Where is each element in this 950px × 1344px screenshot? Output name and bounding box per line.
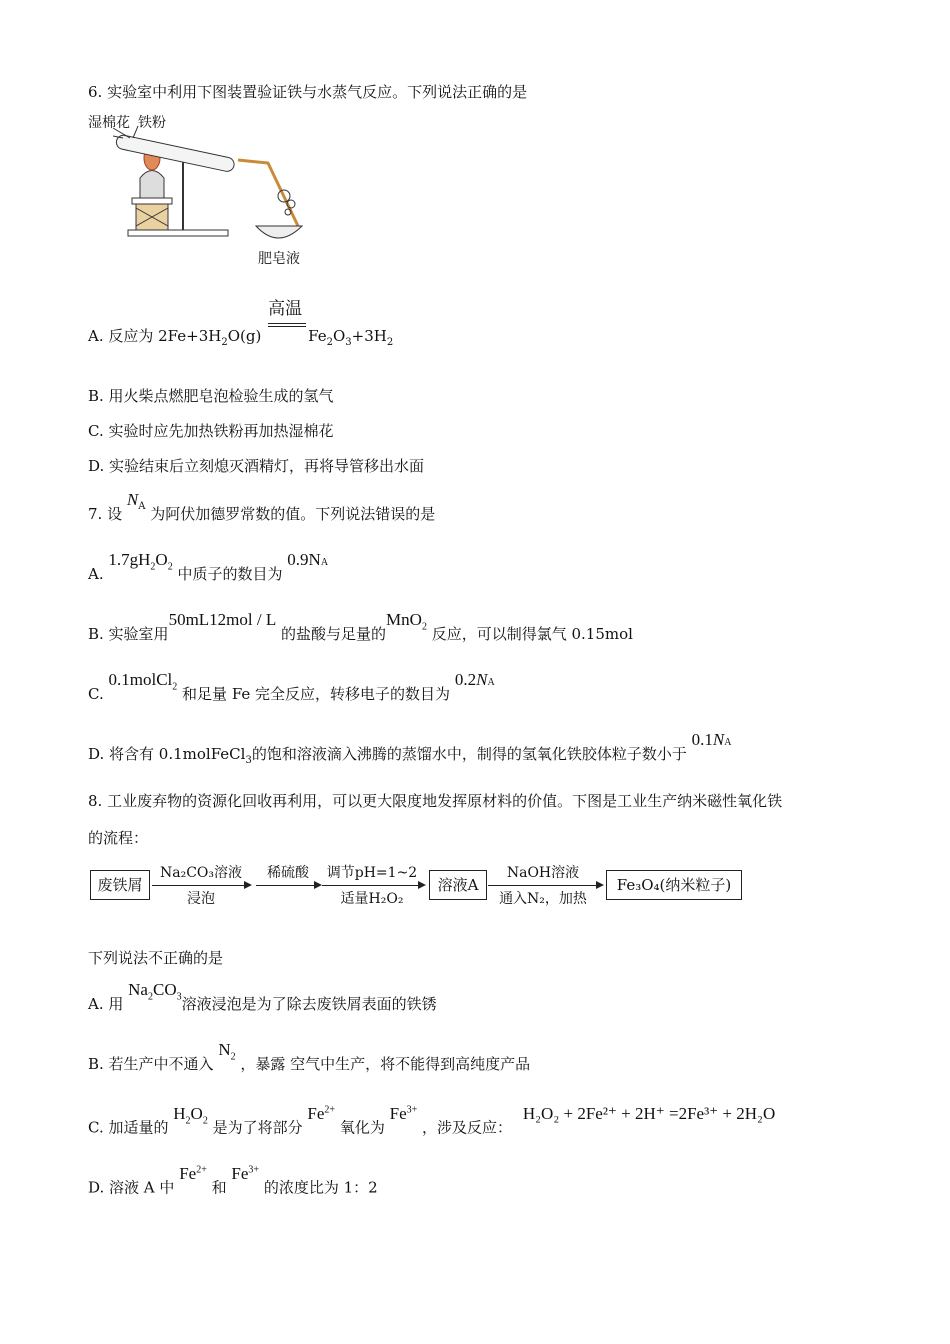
- q8-a-formula: $Na_2CO_3$: [128, 980, 182, 1003]
- flow-a3-top: 调节pH=1~2: [326, 865, 418, 881]
- q8-question: 下列说法不正确的是: [88, 949, 224, 967]
- q7-d-text: 的饱和溶液滴入沸腾的蒸馏水中，制得的氢氧化铁胶体粒子数小于: [251, 745, 687, 763]
- flow-start-box: 废铁屑: [90, 870, 150, 900]
- label-cotton: 湿棉花: [88, 115, 130, 131]
- q7-a-value: 0.9NA: [287, 550, 329, 569]
- flow-end-box: Fe₃O₄(纳米粒子): [606, 870, 742, 900]
- q6-a-prod: Fe: [308, 327, 327, 345]
- q6-option-c[interactable]: C. 实验时应先加热铁粉再加热湿棉花: [88, 422, 334, 440]
- q7-d-s: 3: [245, 755, 252, 766]
- q7-stem-post: 为阿伏加德罗常数的值。下列说法错误的是: [150, 505, 436, 523]
- q7-stem-pre: 7. 设: [88, 505, 123, 523]
- q7-b-label: B. 实验室用: [88, 625, 169, 643]
- q6-a-cond: 高温: [268, 299, 303, 319]
- q7-a-text: 中质子的数目为: [177, 565, 283, 583]
- q7-c-formula: 0.1molCl$_2$: [108, 670, 178, 693]
- q6-a-s4: 2: [386, 337, 394, 348]
- q7-na-n: N: [126, 490, 139, 509]
- q7-b-mno2: MnO$_2$: [386, 610, 427, 633]
- q6-a-s1: 2: [221, 337, 228, 348]
- q6-a-plus: +3H: [351, 327, 387, 345]
- q6-stem: 6. 实验室中利用下图装置验证铁与水蒸气反应。下列说法正确的是: [88, 83, 528, 101]
- q7-a-formula: $1.7gH_2O_2$: [108, 550, 173, 573]
- q8-b-formula: $N_2$: [218, 1040, 236, 1063]
- q8-b-post: ，暴露 空气中生产，将不能得到高纯度产品: [240, 1055, 531, 1073]
- q7-b-text1: 的盐酸与足量的: [281, 625, 387, 643]
- q8-c-ion1: $Fe^{2+}$: [307, 1103, 336, 1123]
- q6-a-o: O: [332, 327, 346, 345]
- q8-d-post: 的浓度比为 1：2: [263, 1178, 378, 1197]
- q8-a-post: 溶液浸泡是为了除去废铁屑表面的铁锈: [181, 995, 437, 1013]
- apparatus-drawing: [88, 108, 318, 268]
- q8-option-d[interactable]: [88, 1163, 378, 1198]
- q8-flowchart: [0, 860, 950, 910]
- q6-apparatus-figure: [88, 108, 318, 268]
- q7-c-text: 和足量 Fe 完全反应，转移电子的数目为: [182, 685, 451, 703]
- q7-c-label: C.: [88, 685, 104, 703]
- q8-d-ion2: $Fe^{3+}$: [231, 1163, 260, 1183]
- q8-c-mid1: 是为了将部分: [212, 1118, 303, 1137]
- q8-c-pre: C. 加适量的: [88, 1118, 169, 1137]
- q7-option-c[interactable]: [88, 670, 495, 711]
- q8-a-pre: A. 用: [88, 995, 124, 1013]
- q8-c-mid2: 氧化为: [339, 1118, 385, 1137]
- q8-d-mid: 和: [211, 1178, 227, 1197]
- flow-a1-bot: 浸泡: [187, 891, 215, 907]
- q6-option-a[interactable]: [88, 299, 394, 353]
- q8-d-pre: D. 溶液 A 中: [88, 1178, 175, 1197]
- q8-stem-line1: 8. 工业废弃物的资源化回收再利用，可以更大限度地发挥原材料的价值。下图是工业生产纳米磁性氧化铁: [88, 792, 783, 810]
- q7-b-conc: 50mL12mol / L: [168, 610, 277, 629]
- q7-d-value: 0.1NA: [691, 730, 732, 749]
- q6-option-b[interactable]: B. 用火柴点燃肥皂泡检验生成的氢气: [88, 387, 334, 405]
- flow-a3-bot: 适量H₂O₂: [340, 891, 404, 907]
- flow-a4-top: NaOH溶液: [506, 865, 580, 881]
- q7-c-value: 0.2NA: [454, 670, 495, 689]
- q6-a-mid: O(g): [227, 327, 262, 345]
- q7-option-a[interactable]: [88, 550, 329, 591]
- q7-b-text2: 反应，可以制得氯气 0.15mol: [431, 625, 633, 643]
- q8-c-h2o2: $H_2O_2$: [173, 1103, 208, 1127]
- q8-c-mid3: ，涉及反应：: [422, 1118, 513, 1137]
- q7-na-a: A: [138, 501, 146, 512]
- q8-stem-line2: 的流程：: [88, 829, 149, 847]
- q8-c-ion2: $Fe^{3+}$: [389, 1103, 418, 1123]
- flow-mid-box: 溶液A: [429, 870, 487, 900]
- q8-option-a[interactable]: [88, 980, 437, 1021]
- q6-a-condition-arrow: [268, 299, 306, 347]
- q8-c-equation: H₂O₂ + 2Fe²⁺ + 2H⁺ =2Fe³⁺ + 2H₂O: [522, 1103, 776, 1123]
- q6-a-s3: 3: [345, 337, 352, 348]
- q7-option-d[interactable]: [88, 730, 732, 771]
- q8-option-c[interactable]: [88, 1103, 776, 1145]
- q6-a-prefix: A. 反应为 2Fe+3H: [88, 327, 222, 345]
- q7-stem: [88, 490, 436, 527]
- flow-a2-top: 稀硫酸: [267, 865, 309, 881]
- flow-a1-top: Na₂CO₃溶液: [159, 865, 242, 881]
- label-iron: 铁粉: [138, 115, 166, 131]
- q8-b-pre: B. 若生产中不通入: [88, 1055, 214, 1073]
- q7-option-b[interactable]: [88, 610, 633, 651]
- label-soap: 肥皂液: [258, 251, 300, 267]
- q7-d-pre: D. 将含有 0.1molFeCl: [88, 745, 246, 763]
- q8-d-ion1: $Fe^{2+}$: [179, 1163, 207, 1183]
- flow-a4-bot: 通入N₂，加热: [499, 891, 587, 907]
- q7-a-label: A.: [88, 565, 104, 583]
- q6-a-s2: 2: [326, 337, 333, 348]
- q6-option-d[interactable]: D. 实验结束后立刻熄灭酒精灯，再将导管移出水面: [88, 457, 425, 475]
- q8-option-b[interactable]: [88, 1040, 531, 1081]
